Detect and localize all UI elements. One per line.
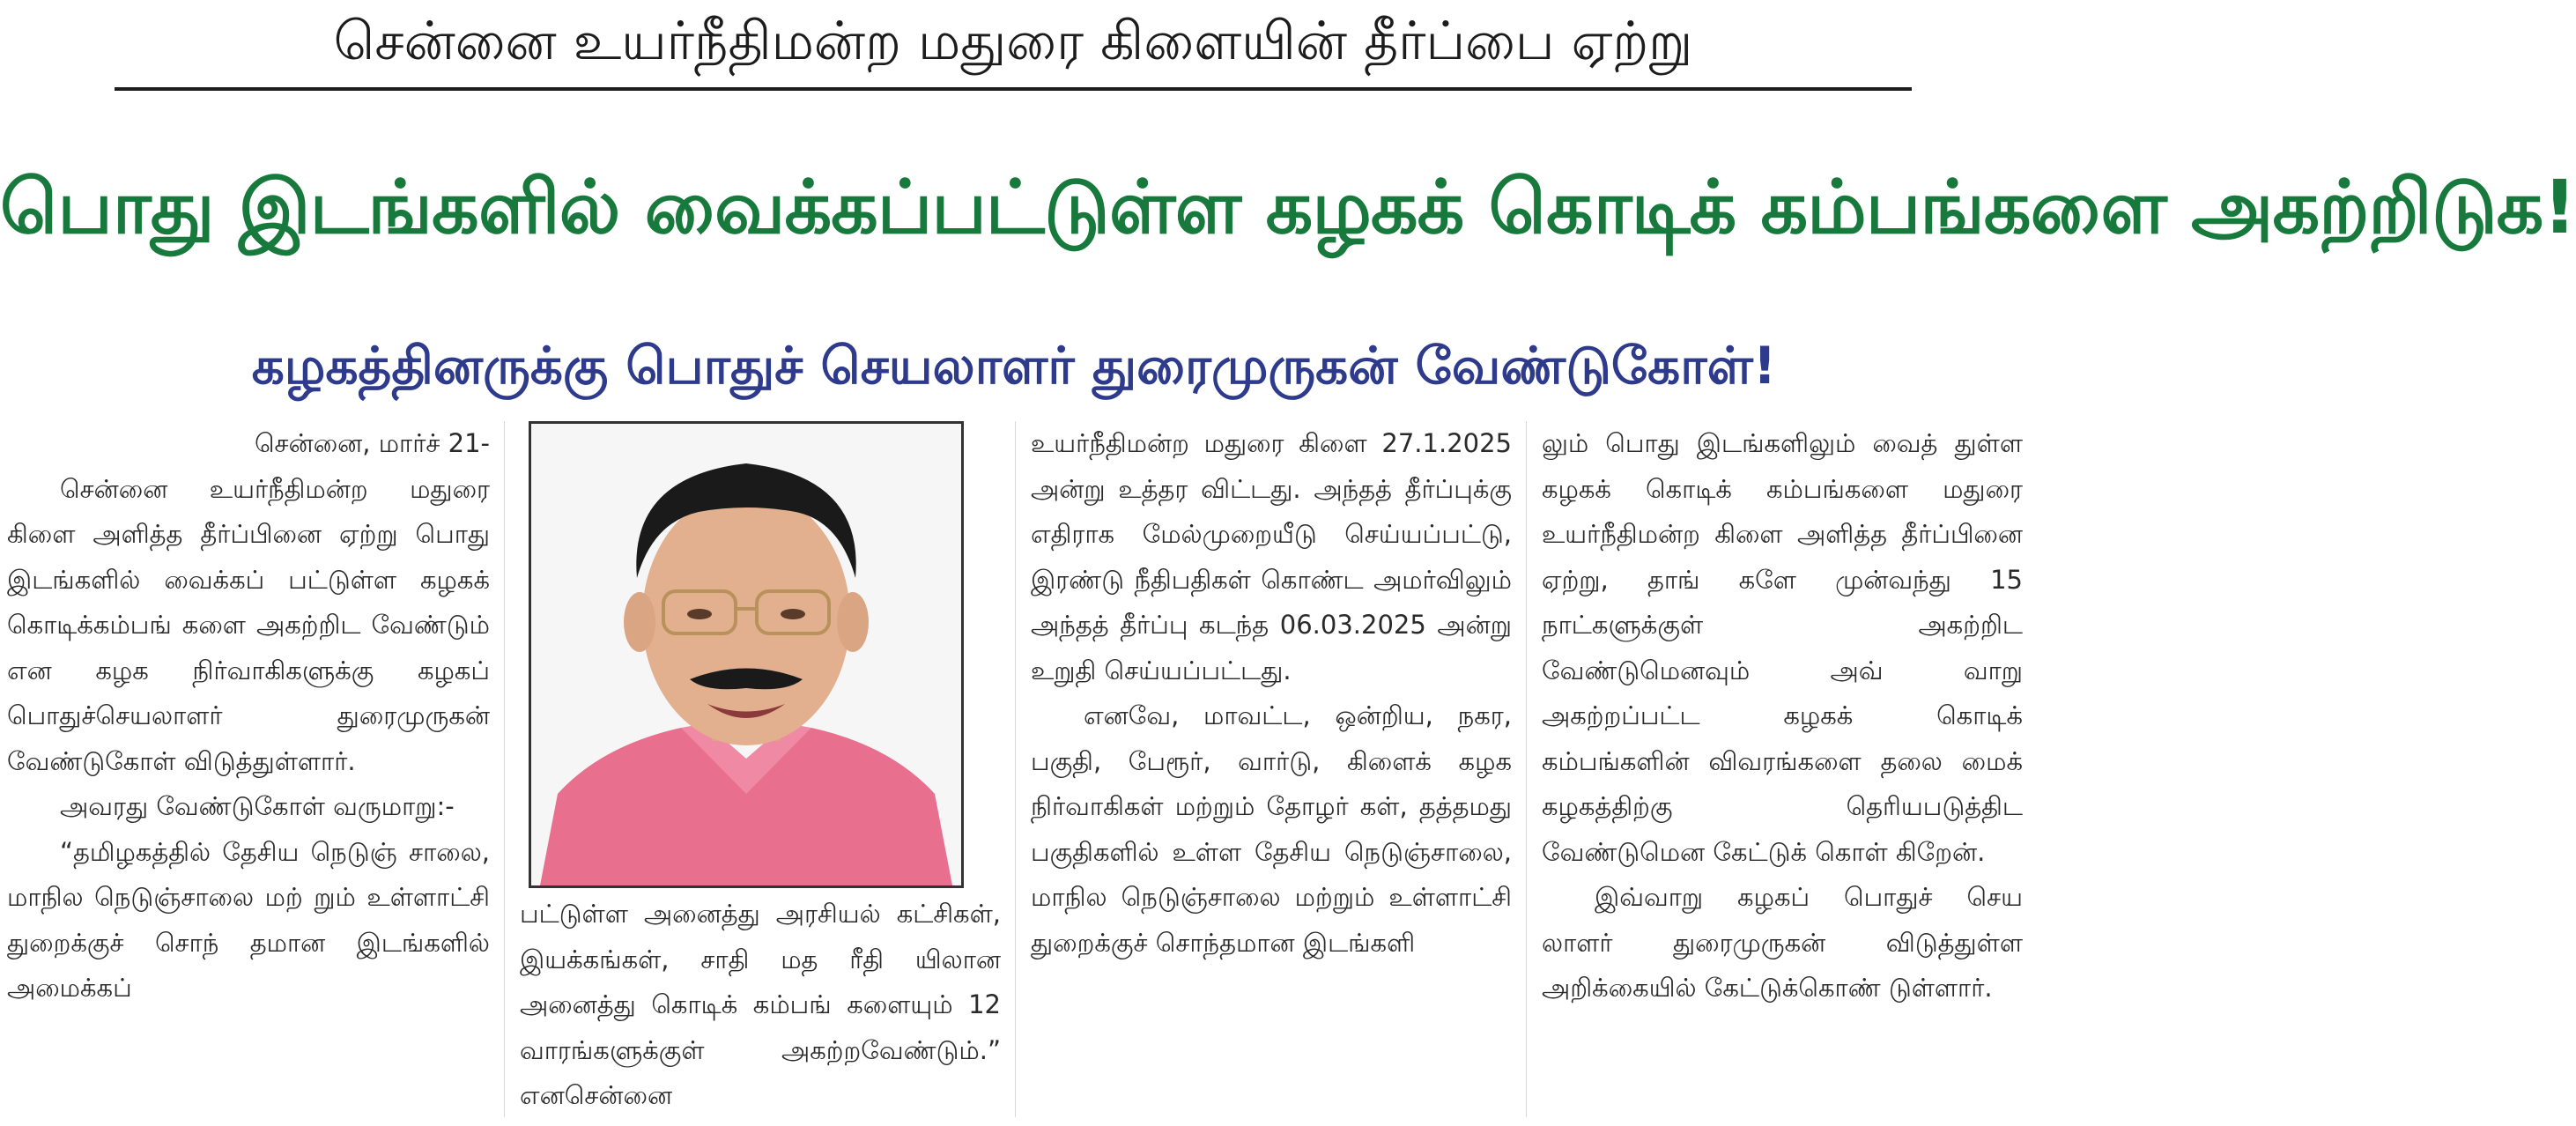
article-paragraph: அவரது வேண்டுகோள் வருமாறு:- [60,791,455,821]
article-paragraph: பட்டுள்ள அனைத்து அரசியல் கட்சிகள், இயக்கங்கள், சாதி மத ரீதி யிலான அனைத்து கொடிக் கம்பங் களையும் 12 வாரங்களுக்குள் அகற்றவேண்டும்.” எனசென்னை [520,899,1001,1110]
column-divider [504,421,505,1117]
article-headline: பொது இடங்களில் வைக்கப்பட்டுள்ள கழகக் கொடிக் கம்பங்களை அகற்றிடுக! [0,164,2576,250]
article-paragraph: எனவே, மாவட்ட, ஒன்றிய, நகர, பகுதி, பேரூர், வார்டு, கிளைக் கழக நிர்வாகிகள் மற்றும் தோழர் கள், தத்தமது பகுதிகளில் உள்ள தேசிய நெடுஞ்சாலை, மாநில நெடுஞ்சாலை மற்றும் உள்ளாட்சி துறைக்குச் சொந்தமான இடங்களி [1031,700,1512,958]
article-column-4 [1542,421,2023,1126]
article-paragraph: உயர்நீதிமன்ற மதுரை கிளை 27.1.2025 அன்று உத்தர விட்டது. அந்தத் தீர்ப்புக்கு எதிராக மேல்முறையீடு செய்யப்பட்டு, இரண்டு நீதிபதிகள் கொண்ட அமர்விலும் அந்தத் தீர்ப்பு கடந்த 06.03.2025 அன்று உறுதி செய்யப்பட்டது. [1031,428,1512,685]
portrait-illustration [531,424,961,885]
article-subheadline: கழகத்தினருக்கு பொதுச் செயலாளர் துரைமுருகன் வேண்டுகோள்! [251,336,1777,396]
article-dateline: சென்னை, மார்ச் 21- [254,428,490,458]
kicker-underline [115,87,1912,91]
article-paragraph: “தமிழகத்தில் தேசிய நெடுஞ் சாலை, மாநில நெடுஞ்சாலை மற் றும் உள்ளாட்சி துறைக்குச் சொந் தமான இடங்களில் அமைக்கப் [7,836,490,1003]
article-column-3 [1031,421,1512,1126]
column-divider [1015,421,1016,1117]
column-divider [1526,421,1527,1117]
article-column-1 [7,421,490,1126]
article-paragraph: இவ்வாறு கழகப் பொதுச் செய லாளர் துரைமுருகன் விடுத்துள்ள அறிக்கையில் கேட்டுக்கொண் டுள்ளார். [1542,882,2023,1003]
article-paragraph: லும் பொது இடங்களிலும் வைத் துள்ள கழகக் கொடிக் கம்பங்களை மதுரை உயர்நீதிமன்ற கிளை அளித்த தீர்ப்பினை ஏற்று, தாங் களே முன்வந்து 15 நாட்களுக்குள் அகற்றிட வேண்டுமெனவும் அவ் வாறு அகற்றப்பட்ட கழகக் கொடிக் கம்பங்களின் விவரங்களை தலை மைக் கழகத்திற்கு தெரியபடுத்திட வேண்டுமென கேட்டுக் கொள் கிறேன். [1542,428,2023,867]
article-paragraph: சென்னை உயர்நீதிமன்ற மதுரை கிளை அளித்த தீர்ப்பினை ஏற்று பொது இடங்களில் வைக்கப் பட்டுள்ள கழகக் கொடிக்கம்பங் களை அகற்றிட வேண்டும் என கழக நிர்வாகிகளுக்கு கழகப் பொதுச்செயலாளர் துரைமுருகன் வேண்டுகோள் விடுத்துள்ளார். [7,473,490,776]
article-column-2 [520,892,1001,1126]
portrait-photo [529,421,964,888]
article-kicker: சென்னை உயர்நீதிமன்ற மதுரை கிளையின் தீர்ப்பை ஏற்று [333,11,1693,72]
